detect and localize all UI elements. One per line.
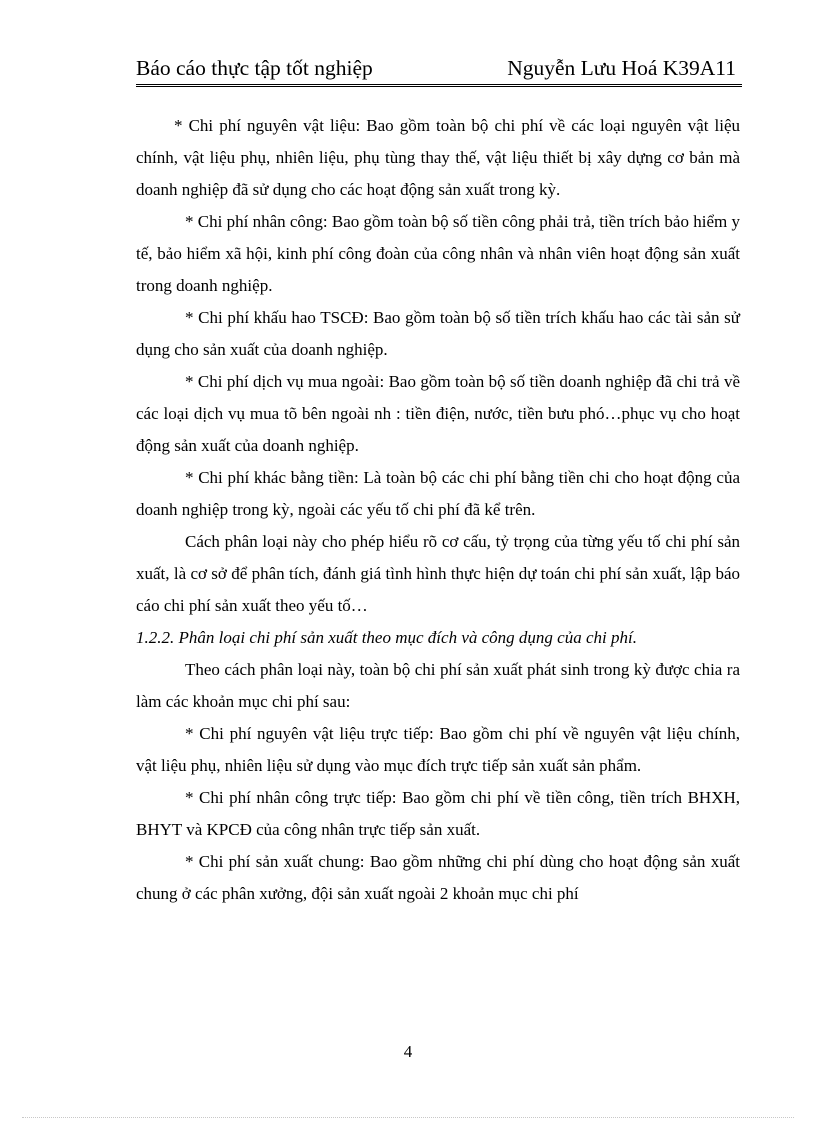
paragraph-classification-summary: Cách phân loại này cho phép hiểu rõ cơ cấu, tỷ trọng của từng yếu tố chi phí sản xuất, là cơ sở để phân tích, đánh giá tình hình thực hiện dự toán chi phí sản xuất, lập báo cáo chi phí sản xuất theo yếu tố…: [136, 532, 740, 615]
paragraph-labor-cost: * Chi phí nhân công: Bao gồm toàn bộ số tiền công phải trả, tiền trích bảo hiểm y tế, bảo hiểm xã hội, kinh phí công đoàn của công nhân và nhân viên hoạt động sản xuất trong doanh nghiệp.: [136, 212, 740, 295]
paragraph-direct-materials: * Chi phí nguyên vật liệu trực tiếp: Bao gồm chi phí về nguyên vật liệu chính, vật liệu phụ, nhiên liệu sử dụng vào mục đích trực tiếp sản xuất sản phẩm.: [136, 724, 740, 775]
paragraph-overhead: * Chi phí sản xuất chung: Bao gồm những chi phí dùng cho hoạt động sản xuất chung ở các phân xưởng, đội sản xuất ngoài 2 khoản mục chi phí: [136, 852, 740, 903]
page-header: [136, 52, 742, 87]
header-author: Nguyễn Lưu Hoá K39A11: [507, 56, 736, 80]
header-report-title: Báo cáo thực tập tốt nghiệp: [136, 56, 373, 80]
paragraph-other-cash-costs: * Chi phí khác bằng tiền: Là toàn bộ các chi phí bằng tiền chi cho hoạt động của doanh nghiệp trong kỳ, ngoài các yếu tố chi phí đã kể trên.: [136, 468, 740, 519]
paragraph-direct-labor: * Chi phí nhân công trực tiếp: Bao gồm chi phí về tiền công, tiền trích BHXH, BHYT và KPCĐ của công nhân trực tiếp sản xuất.: [136, 788, 740, 839]
paragraph-material-cost: * Chi phí nguyên vật liệu: Bao gồm toàn bộ chi phí về các loại nguyên vật liệu chính, vật liệu phụ, nhiên liệu, phụ tùng thay thế, vật liệu thiết bị xây dựng cơ bản mà doanh nghiệp đã sử dụng cho các hoạt động sản xuất trong kỳ.: [136, 116, 740, 199]
page-number: 4: [403, 1042, 413, 1061]
paragraph-depreciation-cost: * Chi phí khấu hao TSCĐ: Bao gồm toàn bộ số tiền trích khấu hao các tài sản sử dụng cho sản xuất của doanh nghiệp.: [136, 308, 740, 359]
paragraph-classification-intro: Theo cách phân loại này, toàn bộ chi phí sản xuất phát sinh trong kỳ được chia ra làm các khoản mục chi phí sau:: [136, 660, 740, 711]
section-heading: 1.2.2. Phân loại chi phí sản xuất theo mục đích và công dụng của chi phí.: [136, 628, 637, 647]
paragraph-outsourced-services: * Chi phí dịch vụ mua ngoài: Bao gồm toàn bộ số tiền doanh nghiệp đã chi trả về các loại dịch vụ mua tõ bên ngoài nh : tiền điện, nước, tiền bưu phó…phục vụ cho hoạt động sản xuất của doanh nghiệp.: [136, 372, 740, 455]
document-body: [136, 110, 740, 910]
page-bottom-border: [22, 1117, 794, 1118]
